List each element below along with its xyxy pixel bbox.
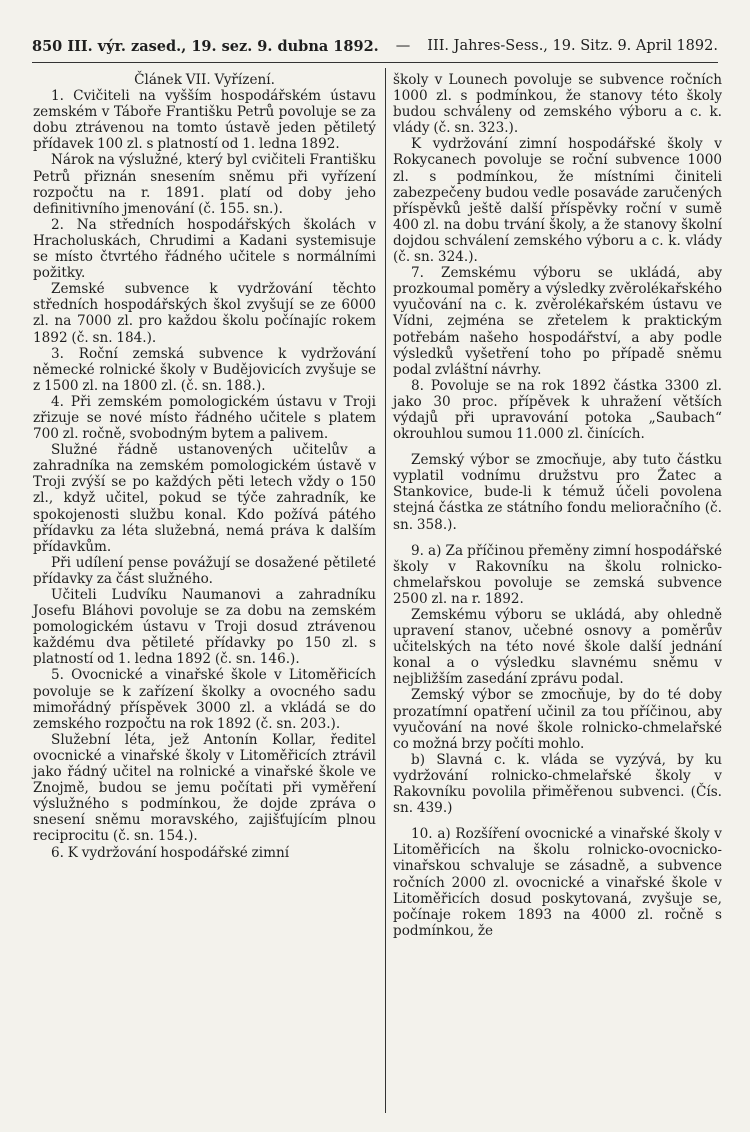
- paragraph: Nárok na výslužné, který byl cvičiteli Františku Petrů přiznán snesením sněmu při vyřízení rozpočtu na r. 1891. platí od doby jeho definitivního jmenování (č. 155. sn.).: [33, 152, 376, 217]
- paragraph: Zemskému výboru se ukládá, aby ohledně upravení stanov, učebné osnovy a poměrův učitelských na této nové škole další jednání konal a o výsledku slavnému sněmu v nejbližším zasedání zprávu podal.: [393, 607, 722, 688]
- paragraph: Zemské subvence k vydržování těchto středních hospodářských škol zvyšují se ze 6000 zl. na 7000 zl. pro každou školu počínajíc rokem 1892 (č. sn. 184.).: [33, 281, 376, 346]
- paragraph: 9. a) Za příčinou přeměny zimní hospodářské školy v Rakovníku na školu rolnicko-chmelařskou povoluje se zemská subvence 2500 zl. na r. 1892.: [393, 542, 722, 607]
- header-rule: [32, 62, 718, 63]
- page-header: [32, 38, 718, 55]
- header-dash: —: [395, 38, 411, 54]
- paragraph: 7. Zemskému výboru se ukládá, aby prozkoumal poměry a výsledky zvěrolékařského vyučování na c. k. zvěrolékařském ústavu ve Vídni, zejména se zřetelem k praktickým potřebám našeho hospodářství, a aby podle výsledků vyšetření toho po případě sněmu podal zvláštní návrhy.: [393, 265, 722, 378]
- paragraph: 3. Roční zemská subvence k vydržování německé rolnické školy v Budějovicích zvyšuje se z 1500 zl. na 1800 zl. (č. sn. 188.).: [33, 345, 376, 394]
- paragraph: Služební léta, jež Antonín Kollar, ředitel ovocnické a vinařské školy v Litoměřicích ztrávil jako řádný učitel na rolnické a vinařské škole ve Znojmě, budou se jemu počítati při vyměření výslužného s podmínkou, že dojde zpráva o snesení sněmu moravského, zajišťujícím plnou reciprocitu (č. sn. 154.).: [33, 731, 376, 845]
- paragraph: Zemský výbor se zmocňuje, aby tuto částku vyplatil vodnímu družstvu pro Žatec a Stankovice, bude-li k témuž účeli povolena stejná částka ze státního fondu melioračního (č. sn. 358.).: [393, 452, 722, 533]
- left-column: [33, 72, 376, 861]
- paragraph: Učiteli Ludvíku Naumanovi a zahradníku Josefu Bláhovi povoluje se za dobu na zemském pomologickém ústavu v Troji dosud ztrávenou každému dva pětileté přídavky po 150 zl. s platností od 1. ledna 1892 (č. sn. 146.).: [33, 587, 376, 668]
- right-column: [393, 72, 722, 939]
- header-right: III. Jahres-Sess., 19. Sitz. 9. April 1892.: [427, 38, 718, 54]
- paragraph: 1. Cvičiteli na vyšším hospodářském ústavu zemském v Táboře Františku Petrů povoluje se za dobu ztrávenou na tomto ústavě jeden pětiletý přídavek 100 zl. s platností od 1. ledna 1892.: [33, 88, 376, 153]
- paragraph: školy v Lounech povoluje se subvence ročních 1000 zl. s podmínkou, že stanovy této školy budou schváleny od zemského výboru a c. k. vlády (č. sn. 323.).: [393, 72, 722, 137]
- paragraph: Služné řádně ustanovených učitelův a zahradníka na zemském pomologickém ústavě v Troji zvýší se po každých pěti letech vždy o 150 zl., když učitel, pokud se týče zahradník, ke spokojenosti službu konal. Kdo požívá pátého přídavku za léta služebná, nemá práva k dalším přídavkům.: [33, 442, 376, 555]
- paragraph: 8. Povoluje se na rok 1892 částka 3300 zl. jako 30 proc. přípěvek k uhražení větších výdajů při upravování potoka „Saubach“ okrouhlou sumou 11.000 zl. činících.: [393, 377, 722, 443]
- paragraph: K vydržování zimní hospodářské školy v Rokycanech povoluje se roční subvence 1000 zl. s podmínkou, že místními činiteli zabezpečeny budou vedle posaváde zaručených příspěvků ještě další příspěvky roční v sumě 400 zl. na dobu trvání školy, a že stanovy školní dojdou schválení zemského výboru a c. k. vlády (č. sn. 324.).: [393, 136, 722, 266]
- paragraph: Při udílení pense povážují se dosažené pětileté přídavky za část služného.: [33, 554, 376, 587]
- paragraph: 4. Při zemském pomologickém ústavu v Troji zřizuje se nové místo řádného učitele s platem 700 zl. ročně, svobodným bytem a palivem.: [33, 393, 376, 443]
- paragraph: 5. Ovocnické a vinařské škole v Litoměřicích povoluje se k zařízení školky a ovocného sadu mimořádný příspěvek 3000 zl. a vkládá se do zemského rozpočtu na rok 1892 (č. sn. 203.).: [33, 667, 376, 732]
- paragraph: Zemský výbor se zmocňuje, by do té doby prozatímní opatření učinil za tou příčinou, aby vyučování na nové škole rolnicko-chmelařské co možná brzy počíti mohlo.: [393, 687, 722, 752]
- column-divider: [385, 68, 386, 1113]
- paragraph: 10. a) Rozšíření ovocnické a vinařské školy v Litoměřicích na školu rolnicko-ovocnicko-vinařskou schvaluje se zásadně, a subvence ročních 2000 zl. ovocnické a vinařské škole v Litoměřicích dosud poskytovaná, zvyšuje se, počínaje rokem 1893 na 4000 zl. ročně s podmínkou, že: [393, 826, 722, 939]
- header-left: 850 III. výr. zased., 19. sez. 9. dubna 1892.: [32, 38, 379, 55]
- paragraph: b) Slavná c. k. vláda se vyzývá, by ku vydržování rolnicko-chmelařské školy v Rakovníku povolila přiměřenou subvenci. (Čís. sn. 439.): [393, 751, 722, 817]
- paragraph: 2. Na středních hospodářských školách v Hracholuskách, Chrudimi a Kadani systemisuje se místo čtvrtého řádného učitele s normálními požitky.: [33, 216, 376, 282]
- article-heading: Článek VII. Vyřízení.: [134, 72, 275, 88]
- paragraph: 6. K vydržování hospodářské zimní: [51, 844, 290, 861]
